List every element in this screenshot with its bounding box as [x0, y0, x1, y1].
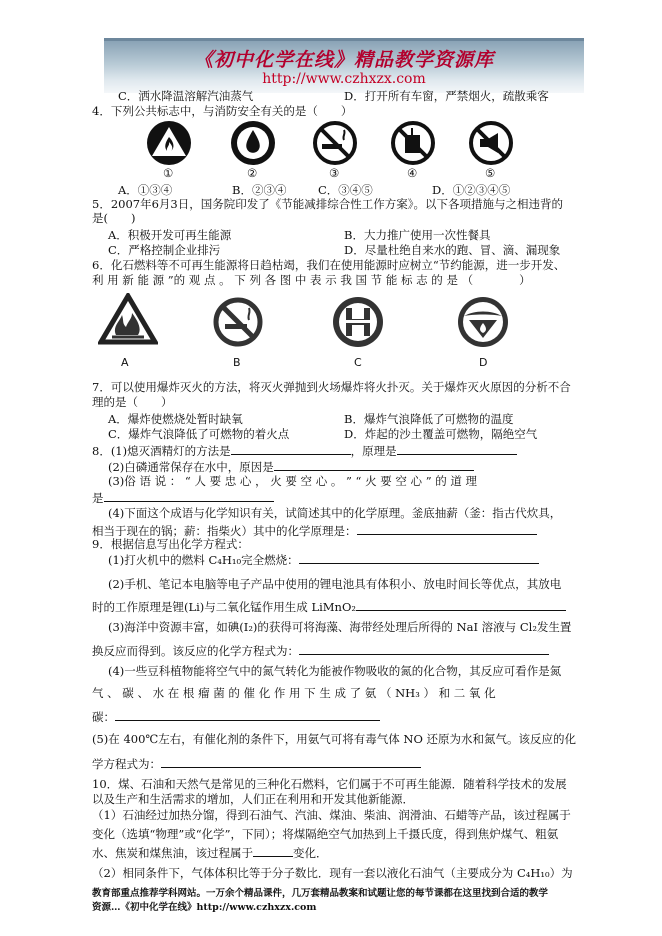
no-smoking-sign-icon [312, 120, 358, 166]
q8-p1-reason: ，原理是 [350, 444, 397, 458]
q9-p5b-text: 学方程式为： [92, 757, 161, 771]
q4-stem: 4．下列公共标志中，与消防安全有关的是（ ） [92, 104, 353, 118]
no-smoking-icon [212, 296, 264, 348]
q9-answer-3[interactable] [299, 642, 549, 655]
q5-option-a: A．积极开发可再生能源 [108, 228, 232, 242]
q10-part-2: （2）相同条件下，气体体积比等于分子数比．现有一套以液化石油气（主要成分为 C₄H₁₀）为 [92, 866, 573, 880]
q8-p4b-text: 相当于现在的锅；薪：指柴火）其中的化学原理是： [92, 524, 357, 538]
q5-stem-1: 5．2007年6月3日，国务院印发了《节能减排综合性工作方案》。以下各项措施与之相违背的 [92, 197, 563, 211]
q9-part-1 [108, 551, 539, 567]
q4-num-3: ③ [329, 166, 340, 180]
q10-answer-1[interactable] [253, 844, 293, 857]
q9-answer-2[interactable] [356, 598, 566, 611]
q4-option-d: D．①②③④⑤ [432, 183, 511, 197]
q9-p3b-text: 换反应而得到。该反应的化学方程式为： [92, 644, 299, 658]
banner-url[interactable]: http://www.czhxzx.com [262, 71, 426, 87]
q10-stem-2: 以及生产和生活需求的增加，人们正在利用和开发其他新能源． [92, 792, 414, 806]
q7-option-c: C．爆炸气浪降低了可燃物的着火点 [108, 427, 290, 441]
q9-p4c-text: 碳： [92, 710, 115, 724]
q4-num-2: ② [247, 166, 258, 180]
q8-part-3: (3)俗 语 说 ： “ 人 要 忠 心 ， 火 要 空 心 。 ” “ 火 要 空 心 ” 的 道 理 [108, 474, 478, 488]
header-banner [104, 38, 584, 93]
q8-p2-text: (2)白磷通常保存在水中，原因是 [108, 460, 274, 474]
q10-p1-text: （1）石油经过加热分馏，得到石油气、汽油、煤油、柴油、润滑油、石蜡等产品，该过程属于变化（选填“物理”或“化学”，下同）；将煤隔绝空气加热到上千摄氏度，得到焦炉煤气、粗氨水、焦炭和煤焦油，该过程属于 [92, 808, 571, 860]
q4-option-a: A．①③④ [118, 183, 173, 197]
q8-answer-2[interactable] [274, 458, 474, 471]
q9-part-3a: (3)海洋中资源丰富，如碘(I₂)的获得可将海藻、海带经处理后所得的 NaI 溶液与 Cl₂发生置 [108, 620, 572, 634]
q9-part-5a: (5)在 400℃左右，有催化剂的条件下，用氨气可将有毒气体 NO 还原为水和氮气。该反应的化 [92, 732, 577, 746]
q7-option-a: A．爆炸使燃烧处暂时缺氧 [108, 412, 243, 426]
flammable-hazard-icon [98, 293, 158, 345]
no-fireworks-sign-icon [390, 120, 436, 166]
water-saving-icon [455, 294, 511, 350]
q8-answer-4[interactable] [357, 522, 537, 535]
q3-option-d: D．打开所有车窗，严禁烟火，疏散乘客 [344, 89, 549, 103]
q6-stem-1: 6．化石燃料等不可再生能源将日趋枯竭，我们在使用能源时应树立“节约能源，进一步开发、 [92, 258, 566, 272]
q9-part-4c [92, 708, 380, 724]
q9-p1-text: (1)打火机中的燃料 C₄H₁₀完全燃烧： [108, 553, 299, 567]
q4-num-4: ④ [407, 166, 418, 180]
q3-option-c: C．洒水降温溶解汽油蒸气 [118, 89, 254, 103]
q10-stem-1: 10．煤、石油和天然气是常见的三种化石燃料，它们属于不可再生能源．随着科学技术的发展 [92, 777, 567, 791]
q9-part-2b [92, 598, 566, 614]
q8-part-2 [108, 458, 474, 474]
q8-p1-text: 8．(1)熄灭酒精灯的方法是 [92, 444, 231, 458]
q8-answer-1b[interactable] [397, 442, 517, 455]
q6-label-b: B [233, 356, 241, 369]
q10-p1-end: 变化． [293, 846, 328, 860]
no-horn-sign-icon [468, 120, 514, 166]
q10-part-1 [92, 806, 572, 863]
q9-part-2a: (2)手机、笔记本电脑等电子产品中使用的锂电池具有体积小、放电时间长等优点，其放电 [108, 577, 562, 591]
q6-label-a: A [121, 356, 129, 369]
q4-option-b: B．②③④ [232, 183, 287, 197]
q5-option-d: D．尽量杜绝自来水的跑、冒、滴、漏现象 [344, 243, 561, 257]
q5-option-c: C．严格控制企业排污 [108, 243, 221, 257]
q9-part-4a: (4)一些豆科植物能将空气中的氮气转化为能被作物吸收的氮的化合物，其反应可看作是氮 [108, 664, 562, 678]
q9-p2b-text: 时的工作原理是锂(Li)与二氧化锰作用生成 LiMnO₂ [92, 600, 356, 614]
flammable-sign-icon [146, 120, 192, 166]
footer-line-1: 教育部重点推荐学科网站。一万余个精品课件，几万套精品教案和试题让您的每节课都在这里找到合适的教学 [92, 888, 549, 899]
q9-answer-5[interactable] [161, 755, 421, 768]
footer-line-2[interactable]: 资源…《初中化学在线》http://www.czhxzx.com [92, 902, 317, 913]
q9-stem: 9．根据信息写出化学方程式： [92, 537, 249, 551]
q9-answer-4[interactable] [115, 708, 380, 721]
q8-part-3b [92, 489, 274, 505]
q8-answer-1a[interactable] [231, 442, 351, 455]
q7-stem-1: 7．可以使用爆炸灭火的方法，将灭火弹抛到火场爆炸将火扑灭。关于爆炸灭火原因的分析不合 [92, 380, 571, 394]
q8-answer-3[interactable] [104, 489, 274, 502]
q9-part-5b [92, 755, 421, 771]
q5-stem-2: 是( ) [92, 211, 136, 225]
q8-part-1 [92, 442, 517, 458]
q6-label-d: D [479, 356, 488, 369]
q8-part-4a: (4)下面这个成语与化学知识有关，试简述其中的化学原理。釜底抽薪（釜：指古代炊具， [108, 506, 562, 520]
q9-part-4b: 气 、 碳 、 水 在 根 瘤 菌 的 催 化 作 用 下 生 成 了 氨 （ NH₃ ） 和 二 氧 化 [92, 686, 496, 700]
footer [92, 887, 582, 915]
q4-num-5: ⑤ [485, 166, 496, 180]
liquid-drop-sign-icon [230, 120, 276, 166]
q5-option-b: B．大力推广使用一次性餐具 [344, 228, 491, 242]
q4-option-c: C．③④⑤ [318, 183, 373, 197]
q7-stem-2: 理的是（ ） [92, 395, 173, 409]
q9-answer-1[interactable] [299, 551, 539, 564]
q6-label-c: C [354, 356, 362, 369]
q4-num-1: ① [163, 166, 174, 180]
q8-part-4b [92, 522, 537, 538]
q6-stem-2: 利 用 新 能 源 ”的 观 点 。 下 列 各 图 中 表 示 我 国 节 能 标 志 的 是 （ ） [92, 273, 531, 287]
q9-part-3b [92, 642, 549, 658]
banner-title: 《初中化学在线》精品教学资源库 [193, 49, 494, 71]
q7-option-b: B．爆炸气浪降低了可燃物的温度 [344, 412, 514, 426]
energy-saving-icon [330, 294, 386, 350]
q7-option-d: D．炸起的沙土覆盖可燃物，隔绝空气 [344, 427, 538, 441]
q8-p3b-text: 是 [92, 491, 104, 505]
